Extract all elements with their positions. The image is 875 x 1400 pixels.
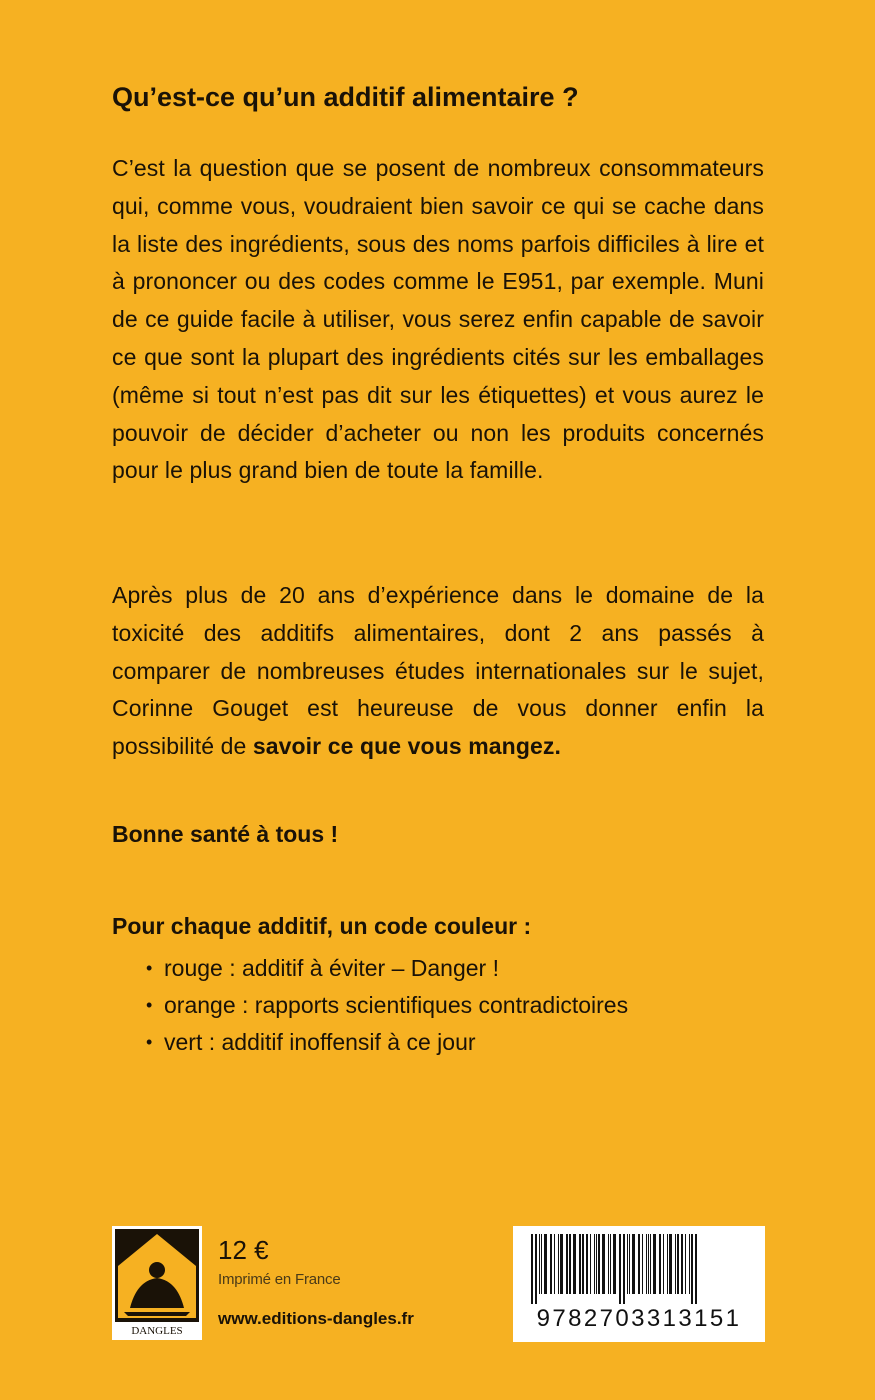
- barcode-bar: [627, 1234, 628, 1294]
- barcode-bar: [531, 1234, 533, 1304]
- list-item-rouge: [112, 950, 632, 987]
- barcode-bar: [602, 1234, 605, 1294]
- barcode-bar: [554, 1234, 555, 1294]
- bullet-icon: •: [146, 1032, 153, 1052]
- barcode-bar: [579, 1234, 581, 1294]
- barcode-bar: [695, 1234, 697, 1304]
- barcode-bar: [573, 1234, 576, 1294]
- barcode-bar: [638, 1234, 640, 1294]
- barcode-bar: [659, 1234, 661, 1294]
- barcode-bar: [691, 1234, 693, 1304]
- barcode-bar: [646, 1234, 647, 1294]
- barcode-bar: [558, 1234, 559, 1294]
- barcode-bar: [535, 1234, 537, 1304]
- barcode-number: 9782703313151: [536, 1305, 742, 1332]
- list-item-orange: [112, 987, 632, 1024]
- barcode-bar: [642, 1234, 643, 1294]
- author-paragraph: [112, 577, 764, 766]
- color-code-list: [112, 950, 632, 1061]
- dangles-logo-icon: [112, 1226, 202, 1340]
- author-paragraph-text: Après plus de 20 ans d’expérience dans le domaine de la toxicité des additifs alimentaires, dont 2 ans passés à comparer de nombreuses études internationales sur le sujet, Corinne Gouget est heureuse de vous donner enfin la possibilité de: [112, 582, 764, 760]
- barcode-bar: [598, 1234, 600, 1294]
- barcode-bar: [681, 1234, 683, 1294]
- barcode-bar: [610, 1234, 611, 1294]
- barcode-bar: [539, 1234, 540, 1294]
- barcode-bar: [653, 1234, 656, 1294]
- barcode-bar: [675, 1234, 676, 1294]
- list-item-label: vert : additif inoffensif à ce jour: [164, 1029, 476, 1055]
- barcode-bar: [669, 1234, 672, 1294]
- barcode-bar: [623, 1234, 625, 1304]
- barcode-bar: [632, 1234, 635, 1294]
- barcode-bar: [544, 1234, 547, 1294]
- list-item-vert: [112, 1024, 632, 1061]
- barcode-bars-icon: [529, 1234, 749, 1304]
- barcode-bar: [619, 1234, 621, 1304]
- barcode-bar: [663, 1234, 664, 1294]
- bullet-icon: •: [146, 995, 153, 1015]
- barcode-bar: [560, 1234, 563, 1294]
- barcode-bar: [629, 1234, 630, 1294]
- barcode-bar: [594, 1234, 595, 1294]
- barcode-bar: [650, 1234, 651, 1294]
- list-item-label: rouge : additif à éviter – Danger !: [164, 955, 499, 981]
- price: 12 €: [218, 1235, 269, 1265]
- barcode-bar: [590, 1234, 591, 1294]
- barcode-bar: [596, 1234, 597, 1294]
- color-code-heading: Pour chaque additif, un code couleur :: [112, 913, 532, 939]
- printed-in: Imprimé en France: [218, 1271, 341, 1288]
- list-item-label: orange : rapports scientifiques contradictoires: [164, 992, 629, 1018]
- barcode-bar: [689, 1234, 690, 1294]
- barcode-bar: [569, 1234, 571, 1294]
- description-paragraph: C’est la question que se posent de nombreux consommateurs qui, comme vous, voudraient bien savoir ce qui se cache dans la liste des ingrédients, sous des noms parfois difficiles à lire et à prononcer ou des codes comme le E951, par exemple. Muni de ce guide facile à utiliser, vous serez enfin capable de savoir ce que sont la plupart des ingrédients cités sur les emballages (même si tout n’est pas dit sur les étiquettes) et vous aurez le pouvoir de décider d’acheter ou non les produits concernés pour le plus grand bien de toute la famille.: [112, 155, 764, 484]
- barcode-bar: [667, 1234, 668, 1294]
- barcode-bar: [550, 1234, 552, 1294]
- barcode-bar: [685, 1234, 686, 1294]
- barcode-bar: [677, 1234, 679, 1294]
- barcode-bar: [566, 1234, 568, 1294]
- author-paragraph-emphasis: savoir ce que vous mangez.: [252, 733, 561, 760]
- barcode-bar: [586, 1234, 588, 1294]
- closing-line: Bonne santé à tous !: [112, 821, 339, 847]
- publisher-website: www.editions-dangles.fr: [218, 1309, 414, 1328]
- barcode-bar: [613, 1234, 616, 1294]
- barcode-bar: [608, 1234, 609, 1294]
- barcode-bar: [648, 1234, 649, 1294]
- logo-text: DANGLES: [131, 1325, 183, 1337]
- cover-title: Qu’est-ce qu’un additif alimentaire ?: [112, 82, 579, 112]
- barcode: [513, 1226, 765, 1342]
- bullet-icon: •: [146, 958, 153, 978]
- barcode-bar: [582, 1234, 584, 1294]
- barcode-bar: [541, 1234, 542, 1294]
